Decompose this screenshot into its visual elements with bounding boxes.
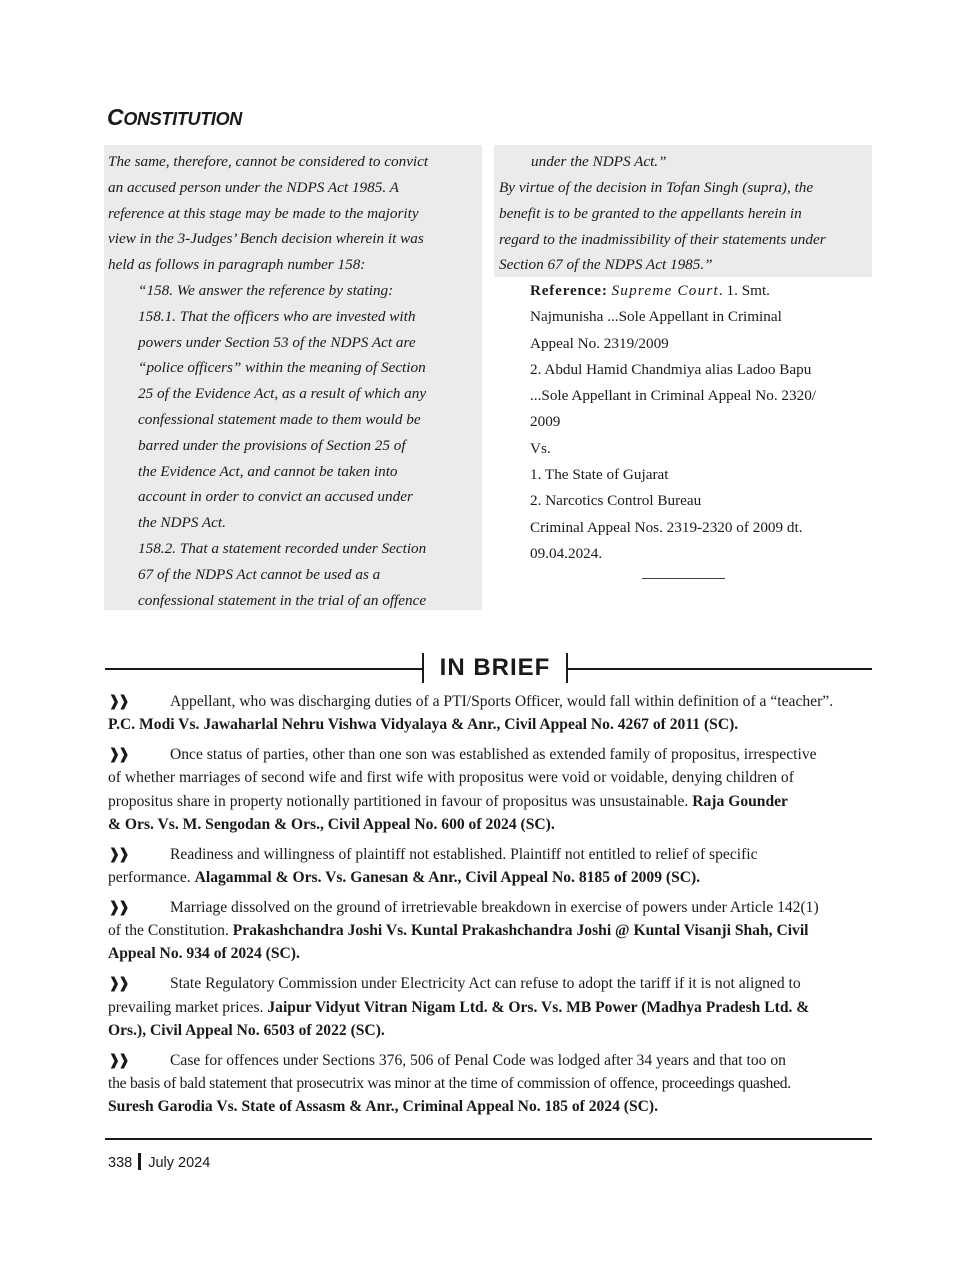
reference-end-rule [642, 578, 725, 579]
heading-rule-left [105, 668, 422, 670]
double-chevron-icon: ❱❱ [108, 745, 128, 764]
brief-item: ❱❱ Once status of parties, other than one son was established as extended family of propositus, irrespective of whether marriages of second wife and first wife with propositus were void or voidable, denying children of propositus share in property notionally partitioned in favour of propositus was unsustainable. Raja Gounder & Ors. Vs. M. Sengodan & Ors., Civil Appeal No. 600 of 2024 (SC). [108, 745, 817, 833]
in-brief-heading [105, 653, 872, 683]
double-chevron-icon: ❱❱ [108, 844, 128, 863]
reference-label: Reference: [530, 282, 608, 299]
brief-item: ❱❱ Marriage dissolved on the ground of irretrievable breakdown in exercise of powers under Article 142(1) of the Constitution. Prakashchandra Joshi Vs. Kuntal Prakashchandra Joshi @ Kuntal Visanji Shah, Civil Appeal No. 934 of 2024 (SC). [108, 897, 819, 963]
bottom-rule [105, 1138, 872, 1140]
heading-rule-right [568, 668, 872, 670]
brief-item: ❱❱ State Regulatory Commission under Electricity Act can refuse to adopt the tariff if it is not aligned to prevailing market prices. Jaipur Vidyut Vitran Nigam Ltd. & Ors. Vs. MB Power (Madhya Pradesh Ltd. & Ors.), Civil Appeal No. 6503 of 2022 (SC). [108, 974, 810, 1039]
double-chevron-icon: ❱❱ [108, 897, 128, 916]
in-brief-list [108, 690, 874, 1125]
left-intro-paragraph: The same, therefore, cannot be considered to convict an accused person under the NDPS Act 1985. A reference at this stage may be made to the majority view in the 3-Judges’ Bench decision wherein it was held as follows in paragraph number 158: [108, 153, 429, 274]
issue-date: July 2024 [148, 1155, 211, 1171]
in-brief-label: IN BRIEF [439, 654, 551, 681]
page-number: 338 [108, 1155, 133, 1171]
right-closing-paragraph: By virtue of the decision in Tofan Singh (supra), the benefit is to be granted to the appellants herein in regard to the inadmissibility of their statements under Section 67 of the NDPS Act 1985.” [499, 179, 826, 274]
footer-separator [138, 1153, 141, 1170]
double-chevron-icon: ❱❱ [108, 1050, 128, 1069]
brief-item: ❱❱ Appellant, who was discharging duties of a PTI/Sports Officer, would fall within definition of a “teacher”. P.C. Modi Vs. Jawaharlal Nehru Vishwa Vidyalaya & Anr., Civil Appeal No. 4267 of 2011 (SC). [108, 692, 834, 734]
court-name: Supreme Court [611, 282, 719, 299]
page-footer [108, 1153, 210, 1173]
judgment-quote: “158. We answer the reference by stating: 158.1. That the officers who are invested with powers under Section 53 of the NDPS Act are “police officers” within the meaning of Section 25 of the Evidence Act, as a result of which any confessional statement made to them would be barred under the provisions of Section 25 of the Evidence Act, and cannot be taken into account in order to convict an accused under the NDPS Act. 158.2. That a statement recorded under Section 67 of the NDPS Act cannot be used as a confessional statement in the trial of an offence [138, 282, 427, 609]
section-title: CONSTITUTION [107, 104, 243, 130]
brief-item: ❱❱ Case for offences under Sections 376, 506 of Penal Code was lodged after 34 years and that too on the basis of bald statement that prosecutrix was minor at the time of commission of offence, proceedings quashed. Suresh Garodia Vs. State of Assasm & Anr., Criminal Appeal No. 185 of 2024 (SC). [108, 1050, 791, 1116]
double-chevron-icon: ❱❱ [108, 974, 128, 993]
quote-continuation: under the NDPS Act.” [531, 153, 667, 170]
case-reference: Reference: Supreme Court. 1. Smt. Najmunisha ...Sole Appellant in Criminal Appeal No. 2319/2009 2. Abdul Hamid Chandmiya alias Ladoo Bapu ...Sole Appellant in Criminal Appeal No. 2320/ 2009 Vs. 1. The State of Gujarat 2. Narcotics Control Bureau Criminal Appeal Nos. 2319-2320 of 2009 dt. 09.04.2024. [530, 282, 817, 562]
double-chevron-icon: ❱❱ [108, 692, 128, 710]
brief-item: ❱❱ Readiness and willingness of plaintiff not established. Plaintiff not entitled to relief of specific performance. Alagammal & Ors. Vs. Ganesan & Anr., Civil Appeal No. 8185 of 2009 (SC). [108, 844, 758, 887]
